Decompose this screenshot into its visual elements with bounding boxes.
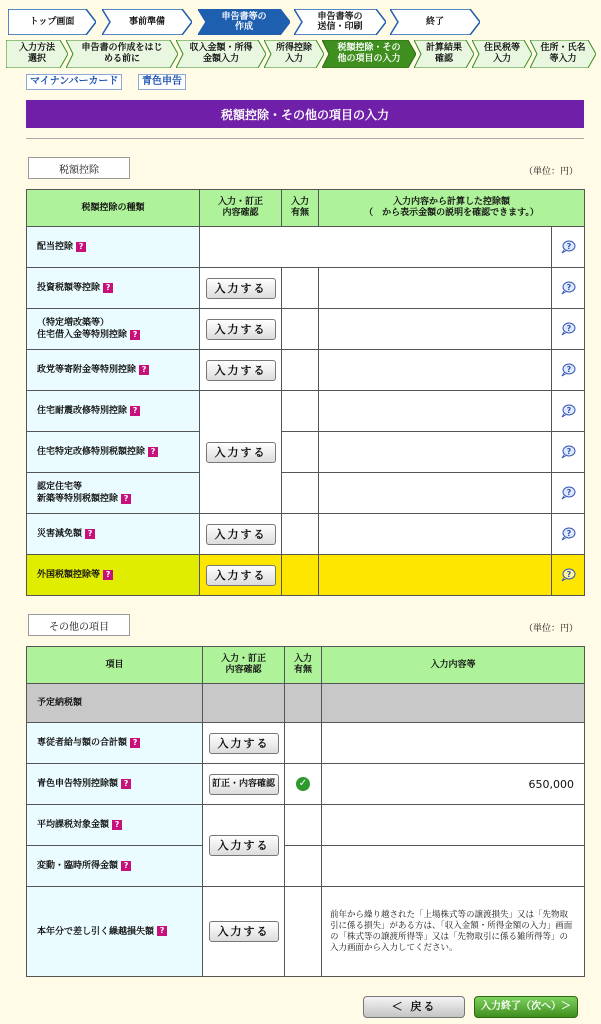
row-label-text: 住宅耐震改修特別控除 <box>37 406 128 416</box>
help-icon[interactable]: ? <box>76 242 86 252</box>
step-prep[interactable] <box>102 9 192 35</box>
has-input-cell <box>282 514 319 555</box>
input-button[interactable]: 入力する <box>206 278 276 299</box>
explain-icon[interactable] <box>560 363 576 377</box>
tax-section-unit: （単位：円） <box>524 167 579 177</box>
svg-text:?: ? <box>566 570 572 579</box>
table-row <box>27 684 585 723</box>
substep-deduction-label: 所得控除 入力 <box>275 43 312 64</box>
table-row <box>27 268 585 309</box>
empty-cell <box>322 684 585 723</box>
input-button[interactable]: 入力する <box>209 835 279 856</box>
svg-text:?: ? <box>566 324 572 333</box>
has-input-cell <box>282 432 319 473</box>
other-header-content: 入力内容等 <box>322 647 585 684</box>
row-label-text: 投資税額等控除 <box>37 283 101 293</box>
substep-resident <box>472 40 532 68</box>
check-icon: ✓ <box>296 777 310 791</box>
has-input-cell <box>285 723 322 764</box>
table-row <box>27 764 585 805</box>
row-label <box>27 309 200 350</box>
other-items-table <box>26 646 585 977</box>
input-button[interactable]: 入力する <box>206 360 276 381</box>
input-button[interactable]: 入力する <box>206 565 276 586</box>
help-icon[interactable]: ? <box>121 861 131 871</box>
row-label <box>27 887 203 977</box>
explain-icon[interactable] <box>560 486 576 500</box>
other-header-item: 項目 <box>27 647 203 684</box>
tax-section-title: 税額控除 <box>28 157 130 179</box>
table-row <box>27 473 585 514</box>
svg-text:?: ? <box>566 529 572 538</box>
step-send-label: 申告書等の 送信・印刷 <box>317 12 363 32</box>
explain-cell[interactable] <box>552 227 585 268</box>
substep-result-label: 計算結果 確認 <box>425 43 462 64</box>
input-button[interactable]: 入力する <box>206 524 276 545</box>
row-label-text: 本年分で差し引く繰越損失額 <box>37 926 155 937</box>
help-icon[interactable]: ? <box>121 779 131 789</box>
help-icon[interactable]: ? <box>85 529 95 539</box>
substep-tax-credit <box>322 40 416 68</box>
explain-icon[interactable] <box>560 240 576 254</box>
empty-cell <box>203 684 285 723</box>
amount-cell <box>319 391 552 432</box>
table-row <box>27 227 585 268</box>
page-title: 税額控除・その他の項目の入力 <box>26 100 584 128</box>
help-icon[interactable]: ? <box>148 447 158 457</box>
other-header-has: 入力 有無 <box>285 647 322 684</box>
amount-cell <box>319 309 552 350</box>
row-label <box>27 805 203 846</box>
other-section-title: その他の項目 <box>28 614 130 636</box>
substep-address-label: 住所・氏名 等入力 <box>540 43 586 64</box>
step-create-label: 申告書等の 作成 <box>221 12 267 32</box>
help-icon[interactable]: ? <box>157 926 167 936</box>
help-icon[interactable]: ? <box>139 365 149 375</box>
row-label-text: 認定住宅等 新築等特別税額控除 <box>37 482 119 504</box>
step-create <box>198 9 290 35</box>
row-label <box>27 723 203 764</box>
empty-cell <box>200 227 552 268</box>
help-icon[interactable]: ? <box>112 820 122 830</box>
input-button[interactable]: 入力する <box>209 733 279 754</box>
substep-resident-label: 住民税等 入力 <box>483 43 520 64</box>
edit-confirm-button[interactable]: 訂正・内容確認 <box>209 774 279 795</box>
table-row <box>27 723 585 764</box>
tax-header-amount: 入力内容から計算した控除額 （ から表示金額の説明を確認できます。） <box>319 190 585 227</box>
row-label-text: （特定増改築等） 住宅借入金等特別控除 <box>37 318 128 340</box>
row-label <box>27 555 200 596</box>
step-end-label: 終了 <box>425 17 444 27</box>
table-row <box>27 350 585 391</box>
table-row <box>27 391 585 432</box>
substep-income[interactable] <box>176 40 266 68</box>
amount-cell <box>319 432 552 473</box>
substep-method[interactable] <box>6 40 68 68</box>
tax-credit-table <box>26 189 585 596</box>
step-send <box>294 9 386 35</box>
mynumber-card-tag: マイナンバーカード <box>26 74 122 90</box>
row-label <box>27 846 203 887</box>
row-label-text: 政党等寄附金等特別控除 <box>37 365 137 375</box>
substep-result <box>414 40 474 68</box>
explain-icon[interactable] <box>560 281 576 295</box>
input-button[interactable]: 入力する <box>206 319 276 340</box>
has-input-cell <box>282 268 319 309</box>
row-label-text: 平均課税対象金額 <box>37 820 110 830</box>
svg-text:?: ? <box>566 365 572 374</box>
has-input-cell <box>285 846 322 887</box>
row-label-text: 住宅特定改修特別税額控除 <box>37 447 146 457</box>
substep-deduction[interactable] <box>264 40 324 68</box>
row-label-text: 災害減免額 <box>37 529 83 539</box>
substep-before-label: 申告書の作成をはじ める前に <box>81 43 163 64</box>
table-row <box>27 805 585 846</box>
has-input-cell <box>282 350 319 391</box>
amount-cell <box>319 268 552 309</box>
row-label-text: 外国税額控除等 <box>37 570 101 580</box>
table-row-highlighted <box>27 555 585 596</box>
divider <box>26 138 584 139</box>
svg-text:?: ? <box>566 283 572 292</box>
amount-cell <box>319 473 552 514</box>
back-button[interactable]: ＜ 戻る <box>363 996 465 1018</box>
amount-cell <box>319 350 552 391</box>
explain-icon[interactable] <box>560 445 576 459</box>
explain-icon[interactable] <box>560 404 576 418</box>
tax-header-has: 入力 有無 <box>282 190 319 227</box>
row-label-text: 変動・臨時所得金額 <box>37 861 119 871</box>
help-icon[interactable]: ? <box>103 283 113 293</box>
amount-cell <box>319 555 552 596</box>
help-icon[interactable]: ? <box>130 330 140 340</box>
substep-tax-credit-label: 税額控除・その 他の項目の入力 <box>337 43 401 64</box>
row-label <box>27 473 200 514</box>
step-top-label: トップ画面 <box>29 17 75 27</box>
substep-income-label: 収入金額・所得 金額入力 <box>189 43 253 64</box>
tax-header-input: 入力・訂正 内容確認 <box>200 190 282 227</box>
other-section-unit: （単位：円） <box>524 624 579 634</box>
step-end <box>390 9 480 35</box>
content-cell <box>322 723 585 764</box>
has-input-cell <box>282 555 319 596</box>
row-label-text: 配当控除 <box>37 242 74 252</box>
has-input-cell <box>282 391 319 432</box>
row-label: 予定納税額 <box>27 684 203 723</box>
row-label-text: 青色申告特別控除額 <box>37 779 119 789</box>
row-label-text: 専従者給与額の合計額 <box>37 738 128 748</box>
row-label <box>27 268 200 309</box>
table-row <box>27 887 585 977</box>
explain-icon[interactable] <box>560 568 576 582</box>
explain-icon[interactable] <box>560 322 576 336</box>
has-input-cell <box>285 805 322 846</box>
has-input-cell <box>282 473 319 514</box>
table-row <box>27 514 585 555</box>
other-header-input: 入力・訂正 内容確認 <box>203 647 285 684</box>
substep-method-label: 入力方法 選択 <box>18 43 55 64</box>
row-label <box>27 432 200 473</box>
help-icon[interactable]: ? <box>121 494 131 504</box>
substep-before[interactable] <box>66 40 178 68</box>
explain-icon[interactable] <box>560 527 576 541</box>
substep-address <box>530 40 596 68</box>
content-cell <box>322 805 585 846</box>
row-label <box>27 391 200 432</box>
input-button[interactable]: 入力する <box>209 921 279 942</box>
carryover-note: 前年から繰り越された「上場株式等の譲渡損失」又は「先物取引に係る損失」がある方は、「収入金額・所得金額の入力」画面の「株式等の譲渡所得等」又は「先物取引に係る雑所得等」の入力画面から入力してください。 <box>322 887 585 977</box>
blue-return-tag: 青色申告 <box>138 74 186 90</box>
blue-deduction-value: 650,000 <box>322 764 585 805</box>
table-row <box>27 846 585 887</box>
row-label <box>27 514 200 555</box>
step-prep-label: 事前準備 <box>128 17 165 27</box>
has-input-cell <box>282 309 319 350</box>
row-label <box>27 227 200 268</box>
has-input-cell <box>285 887 322 977</box>
next-button[interactable]: 入力終了（次へ）＞ <box>474 996 578 1018</box>
tax-header-type: 税額控除の種類 <box>27 190 200 227</box>
content-cell <box>322 846 585 887</box>
step-top[interactable] <box>8 9 96 35</box>
empty-cell <box>285 684 322 723</box>
svg-text:?: ? <box>566 242 572 251</box>
help-icon[interactable]: ? <box>130 738 140 748</box>
row-label <box>27 764 203 805</box>
help-icon[interactable]: ? <box>103 570 113 580</box>
input-button[interactable]: 入力する <box>206 442 276 463</box>
svg-text:?: ? <box>566 447 572 456</box>
amount-cell <box>319 514 552 555</box>
help-icon[interactable]: ? <box>130 406 140 416</box>
row-label <box>27 350 200 391</box>
svg-text:?: ? <box>566 406 572 415</box>
table-row <box>27 432 585 473</box>
table-row <box>27 309 585 350</box>
svg-text:?: ? <box>566 488 572 497</box>
